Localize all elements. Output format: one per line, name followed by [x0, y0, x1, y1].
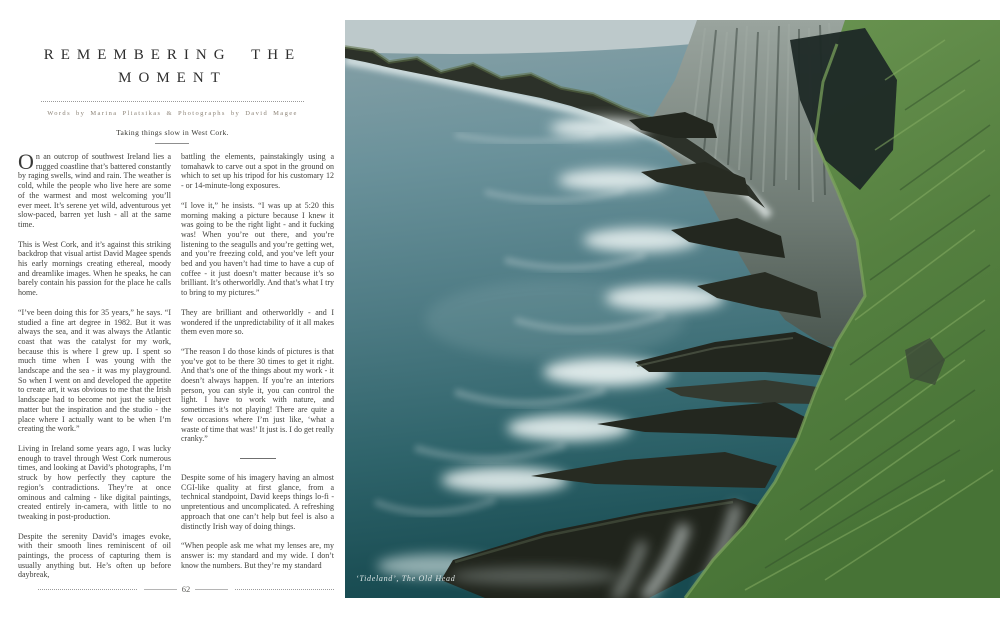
footer-line-right: [195, 589, 228, 590]
standfirst: Taking things slow in West Cork.: [116, 128, 229, 137]
paragraph: “The reason I do those kinds of pictures is that you’ve got to be there 30 times to get it right. And that’s one of the things about my work - it doesn’t always happen. If you’re an interiors person, you can style it, you can control the light. I have to work with nature, and sometimes it’s not playing! There are quite a few occasions where I’m just like, ‘what a waste of time that was!’ It just is. I do get really cranky.”: [181, 346, 334, 444]
title-dotted-rule: [41, 101, 304, 102]
footer-dotted-rule-right: [235, 589, 334, 590]
drop-cap: O: [18, 149, 34, 174]
text-column-right: [181, 152, 334, 580]
paragraph: “I love it,” he insists. “I was up at 5:20 this morning making a picture because I knew it was going to be the right light - and it fucking was! When you’re out there, and you’re listening to the seagulls and you’re getting wet, and you’re freezing cold, and you’ve left your bed and you haven’t had time to have a cup of coffee - it just doesn’t matter because it’s so brilliant. It’s otherworldly. And that’s what I try to bring to my pictures.”: [181, 200, 334, 298]
title-line-1: REMEMBERING THE: [43, 47, 302, 63]
article-page: [0, 0, 345, 618]
paragraph-text: n an outcrop of southwest Ireland lies a rugged coastline that’s battered constantly by raging swells, wind and rain. The weather is cold, while the people who live here are some of the warmest and most welcoming you’ll ever meet. It’s serene yet wild, adventurous yet slow-paced, barren yet lush - all at the same time.: [18, 152, 171, 229]
cliff-photo-illustration: [345, 20, 1000, 598]
paragraph: Despite the serenity David’s images evoke, with their smooth lines reminiscent of oil paintings, the process of capturing them is usually anything but. He’s often up before daybreak,: [18, 531, 171, 580]
paragraph: [18, 149, 171, 230]
footer-dotted-rule-left: [38, 589, 137, 590]
paragraph: “I’ve been doing this for 35 years,” he says. “I studied a fine art degree in 1982. But it was always the sea, and it was always the Atlantic coast that was the catalyst for my work, because this is where I grew up. I spent so much time when I was young with the landscape and the sea - it was my playground. So when I went on and developed the appetite to create art, it was obvious to me that the Irish landscape had to become not just the subject matter but the inspiration and the studio - the place where I actually want to be when I’m creating the work.”: [18, 307, 171, 434]
page-title: [20, 44, 325, 90]
photo-caption: ‘Tideland’, The Old Head: [356, 574, 456, 583]
paragraph: Living in Ireland some years ago, I was lucky enough to travel through West Cork numerous times, and looking at David’s photographs, I’m struck by how perfectly they capture the region’s contradictions. They’re at once ominous and calming - like digital paintings, created entirely in-camera, with little to no tweaking in post-production.: [18, 443, 171, 521]
cliff-photograph: [345, 20, 1000, 598]
title-line-2: MOMENT: [118, 70, 227, 86]
page-number: 62: [181, 584, 191, 594]
paragraph: This is West Cork, and it’s against this striking backdrop that visual artist David Magee spends his early mornings creating ethereal, moody and dreamlike images. When he speaks, he can barely contain his passion for the place he calls home.: [18, 239, 171, 298]
standfirst-rule: [155, 143, 189, 144]
paragraph: battling the elements, painstakingly using a tomahawk to carve out a spot in the ground on which to set up his tripod for his customary 12 - or 14-minute-long exposures.: [181, 152, 334, 191]
paragraph: Despite some of his imagery having an almost CGI-like quality at first glance, from a technical standpoint, David keeps things lo-fi - unpretentious and uncomplicated. A refreshing approach that one can’t help but feel is also a distinctly Irish way of doing things.: [181, 472, 334, 531]
section-divider-rule: [240, 458, 276, 459]
byline: Words by Marina Pliatsikas & Photographs by David Magee: [47, 110, 298, 117]
paragraph: They are brilliant and otherworldly - and I wondered if the unpredictability of it all makes them even more so.: [181, 307, 334, 337]
text-column-left: [18, 149, 171, 590]
page-footer: [38, 585, 334, 593]
paragraph: “When people ask me what my lenses are, my answer is: my standard and my wide. I don’t know the numbers. But they’re my standard: [181, 541, 334, 570]
footer-line-left: [144, 589, 177, 590]
